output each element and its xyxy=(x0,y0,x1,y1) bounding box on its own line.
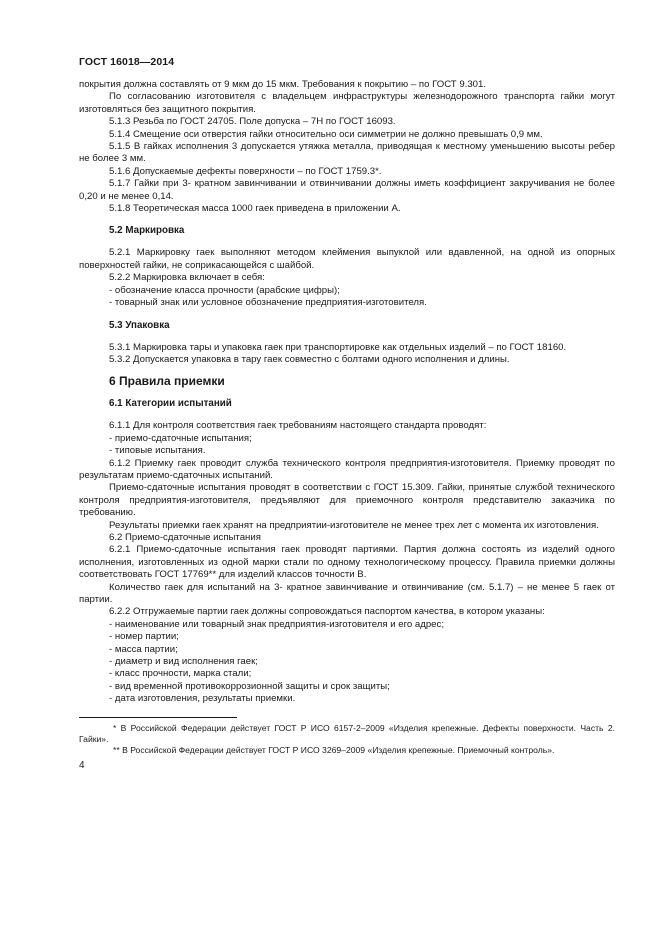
list-item: - класс прочности, марка стали; xyxy=(109,668,252,680)
footnote: ** В Российской Федерации действует ГОСТ Р ИСО 3269–2009 «Изделия крепежные. Приемочный контроль». xyxy=(113,744,555,755)
standard-header: ГОСТ 16018—2014 xyxy=(79,56,175,68)
paragraph: 5.1.7 Гайки при 3- кратном завинчивании и отвинчивании должны иметь коэффициент закручивания не более 0,20 и не менее 0,14. xyxy=(79,178,615,202)
footnotes xyxy=(79,723,615,756)
list-item: - номер партии; xyxy=(109,631,179,643)
document-page xyxy=(79,56,615,771)
footnote: * В Российской Федерации действует ГОСТ Р ИСО 6157-2–2009 «Изделия крепежные. Дефекты поверхности. Часть 2. Гайки». xyxy=(79,722,615,744)
list-item: - вид временной противокоррозионной защиты и срок защиты; xyxy=(109,680,390,692)
subsection-heading: 5.2 Маркировка xyxy=(109,225,185,237)
subsection-heading: 5.3 Упаковка xyxy=(109,319,170,331)
paragraph: 6.2.1 Приемо-сдаточные испытания гаек проводят партиями. Партия должна состоять из изделий одного исполнения, изготовленных из одной марки стали по одному технологическому процессу. Правила приемки должны соответствовать ГОСТ 17769** для изделий классов точности В. xyxy=(79,544,615,581)
paragraph: 5.1.6 Допускаемые дефекты поверхности – по ГОСТ 1759.3*. xyxy=(109,165,382,177)
list-item: - приемо-сдаточные испытания; xyxy=(109,432,252,444)
document-body xyxy=(79,79,615,706)
paragraph: 5.1.4 Смещение оси отверстия гайки относительно оси симметрии не должно превышать 0,9 мм. xyxy=(109,128,543,140)
list-item: - типовые испытания. xyxy=(109,445,206,457)
paragraph: 5.3.2 Допускается упаковка в тару гаек совместно с болтами одного исполнения и длины. xyxy=(109,353,510,365)
paragraph: 5.1.8 Теоретическая масса 1000 гаек приведена в приложении А. xyxy=(109,203,401,215)
section-heading: 6 Правила приемки xyxy=(109,374,225,389)
paragraph: 6.2.2 Отгружаемые партии гаек должны сопровождаться паспортом качества, в котором указаны: xyxy=(109,606,545,618)
list-item: - наименование или товарный знак предприятия-изготовителя и его адрес; xyxy=(109,618,444,630)
paragraph: 5.2.1 Маркировку гаек выполняют методом клеймения выпуклой или вдавленной, на одной из опорных поверхностей гайки, не соприкасающейся с шайбой. xyxy=(79,247,615,271)
list-item: - обозначение класса прочности (арабские цифры); xyxy=(109,284,340,296)
paragraph: 6.2 Приемо-сдаточные испытания xyxy=(109,531,261,543)
paragraph: Результаты приемки гаек хранят на предприятии-изготовителе не менее трех лет с момента их изготовления. xyxy=(109,519,599,531)
page-number: 4 xyxy=(79,759,85,771)
paragraph: 5.1.3 Резьба по ГОСТ 24705. Поле допуска – 7H по ГОСТ 16093. xyxy=(109,116,396,128)
paragraph: покрытия должна составлять от 9 мкм до 15 мкм. Требования к покрытию – по ГОСТ 9.301. xyxy=(79,79,487,90)
footnote-rule xyxy=(79,717,237,718)
list-item: - диаметр и вид исполнения гаек; xyxy=(109,656,258,668)
paragraph: 5.2.2 Маркировка включает в себя: xyxy=(109,272,265,284)
list-item: - дата изготовления, результаты приемки. xyxy=(109,693,296,705)
subsection-heading: 6.1 Категории испытаний xyxy=(109,398,232,410)
paragraph: 5.1.5 В гайках исполнения 3 допускается утяжка металла, приводящая к местному уменьшению высоты ребер не более 3 мм. xyxy=(79,141,615,165)
list-item: - масса партии; xyxy=(109,643,178,655)
list-item: - товарный знак или условное обозначение предприятия-изготовителя. xyxy=(109,297,427,309)
paragraph: Количество гаек для испытаний на 3- кратное завинчивание и отвинчивание (см. 5.1.7) – не менее 5 гаек от партии. xyxy=(79,581,615,605)
paragraph: Приемо-сдаточные испытания проводят в соответствии с ГОСТ 15.309. Гайки, принятые службой технического контроля предприятия-изготовителя, предъявляют для приемочного контроля представителю заказчика по требованию. xyxy=(79,482,615,519)
paragraph: 6.1.1 Для контроля соответствия гаек требованиям настоящего стандарта проводят: xyxy=(109,420,487,432)
paragraph: 5.3.1 Маркировка тары и упаковка гаек при транспортировке как отдельных изделий – по ГОСТ 18160. xyxy=(109,341,567,353)
paragraph: По согласованию изготовителя с владельцем инфраструктуры железнодорожного транспорта гайки могут изготовляться без защитного покрытия. xyxy=(79,91,615,115)
paragraph: 6.1.2 Приемку гаек проводит служба технического контроля предприятия-изготовителя. Приемку проводят по результатам приемо-сдаточных испытаний. xyxy=(79,457,615,481)
